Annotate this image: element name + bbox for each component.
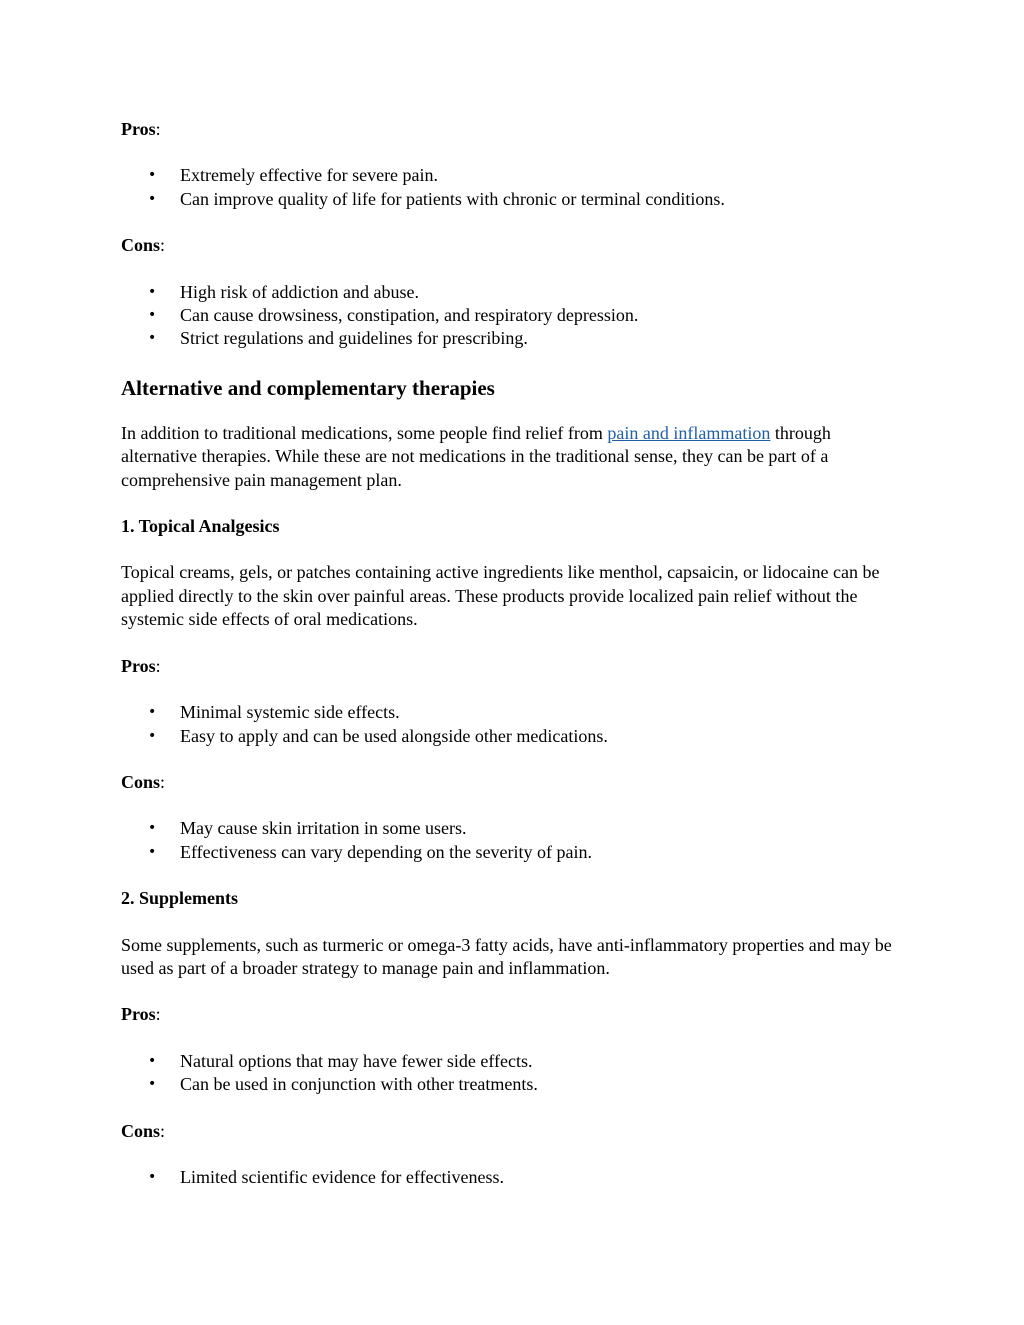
pros-label: Pros: xyxy=(121,655,161,676)
supplements-body: Some supplements, such as turmeric or omega-3 fatty acids, have anti-inflammatory properties and may be used as part of a broader strategy to manage pain and inflammation. xyxy=(121,934,892,978)
pros-list xyxy=(121,701,901,748)
supplements-heading: 2. Supplements xyxy=(121,888,239,909)
cons-label: Cons: xyxy=(121,235,166,256)
list-item: • May cause skin irritation in some users. xyxy=(121,817,901,840)
section-heading: Alternative and complementary therapies xyxy=(121,375,495,400)
pros-label: Pros: xyxy=(121,119,161,139)
cons-label: Cons: xyxy=(121,1120,166,1141)
list-item: • Limited scientific evidence for effectiveness. xyxy=(121,1166,901,1189)
list-item: • Effectiveness can vary depending on the severity of pain. xyxy=(121,841,901,864)
document-page xyxy=(121,118,901,1189)
list-item: • Can be used in conjunction with other treatments. xyxy=(121,1073,901,1096)
cons-label: Cons: xyxy=(121,771,166,792)
list-item: • Can cause drowsiness, constipation, and respiratory depression. xyxy=(121,304,901,327)
list-item: • Natural options that may have fewer side effects. xyxy=(121,1050,901,1073)
pros-list xyxy=(121,1050,901,1097)
list-item: • Can improve quality of life for patients with chronic or terminal conditions. xyxy=(121,188,901,211)
list-item: • High risk of addiction and abuse. xyxy=(121,281,901,304)
list-item: • Strict regulations and guidelines for prescribing. xyxy=(121,327,901,350)
list-item: • Extremely effective for severe pain. xyxy=(121,164,901,187)
list-item: • Minimal systemic side effects. xyxy=(121,701,901,724)
section-intro: In addition to traditional medications, some people find relief from pain and inflammation through alternative therapies. While these are not medications in the traditional sense, they can be part of a comprehensive pain management plan. xyxy=(121,422,831,490)
topical-body: Topical creams, gels, or patches containing active ingredients like menthol, capsaicin, or lidocaine can be applied directly to the skin over painful areas. These products provide localized pain relief without the systemic side effects of oral medications. xyxy=(121,562,880,630)
cons-list xyxy=(121,281,901,351)
pros-list xyxy=(121,164,901,211)
pros-label: Pros: xyxy=(121,1004,161,1025)
pain-and-inflammation-link[interactable]: pain and inflammation xyxy=(607,422,771,443)
topical-heading: 1. Topical Analgesics xyxy=(121,516,280,537)
list-item: • Easy to apply and can be used alongside other medications. xyxy=(121,725,901,748)
cons-list xyxy=(121,1166,901,1189)
cons-list xyxy=(121,817,901,864)
